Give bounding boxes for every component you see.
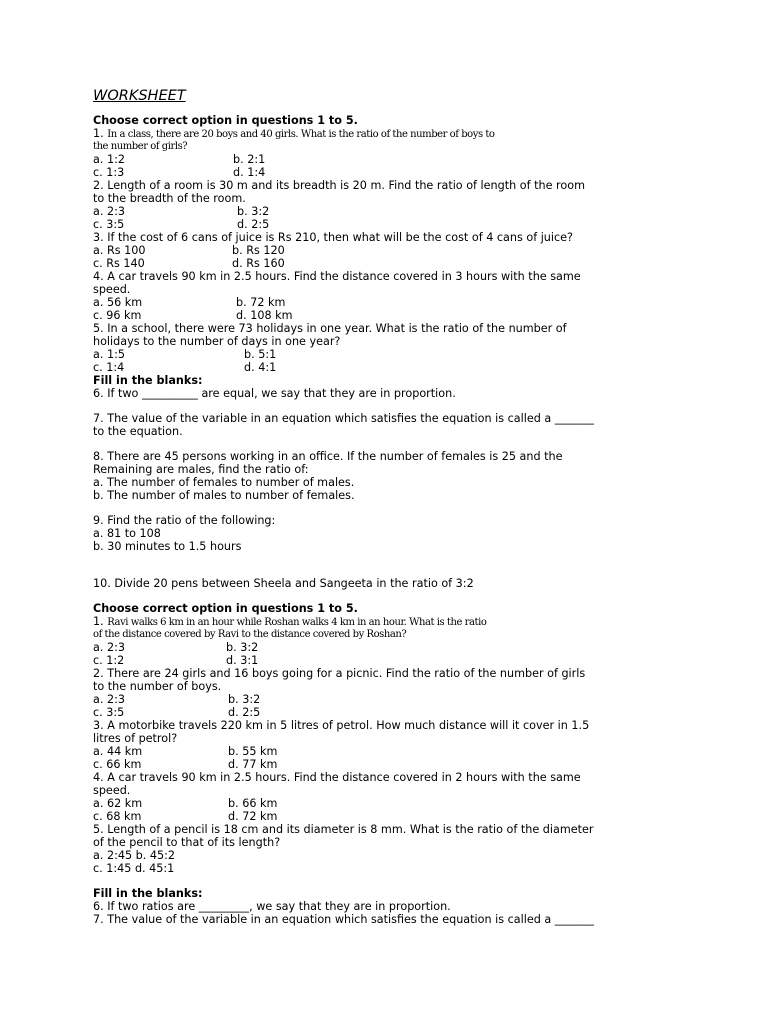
question-text: to the breadth of the room. (93, 192, 246, 205)
question-text: 2. There are 24 girls and 16 boys going for a picnic. Find the ratio of the number of girls (93, 667, 586, 680)
fill-heading: Fill in the blanks: (93, 374, 203, 387)
options-row: a. 56 km b. 72 km (93, 296, 286, 309)
options-row: c. 96 km d. 108 km (93, 309, 293, 322)
question-text: 8. There are 45 persons working in an office. If the number of females is 25 and the (93, 450, 563, 463)
options-row: a. Rs 100 b. Rs 120 (93, 244, 285, 257)
section-1-heading: Choose correct option in questions 1 to 5. (93, 114, 358, 127)
options-row: c. 1:4 d. 4:1 (93, 361, 277, 374)
options-row: c. 66 km d. 77 km (93, 758, 278, 771)
options-row: a. 44 km b. 55 km (93, 745, 278, 758)
question-text: 3. A motorbike travels 220 km in 5 litres of petrol. How much distance will it cover in 1.5 (93, 719, 590, 732)
question-text: speed. (93, 283, 131, 296)
question-text: of the pencil to that of its length? (93, 836, 281, 849)
options-row: c. Rs 140 d. Rs 160 (93, 257, 285, 270)
question-text: b. The number of males to number of females. (93, 489, 355, 502)
question-text: of the distance covered by Ravi to the distance covered by Roshan? (93, 629, 407, 640)
options-row: c. 3:5 d. 2:5 (93, 218, 270, 231)
question-text: 1. Ravi walks 6 km in an hour while Roshan walks 4 km in an hour. What is the ratio (93, 615, 487, 628)
options-row: c. 1:3 d. 1:4 (93, 166, 266, 179)
options-row: a. 1:2 b. 2:1 (93, 153, 266, 166)
section-1 (93, 114, 653, 374)
options-row: c. 68 km d. 72 km (93, 810, 278, 823)
fill-in-blanks-1 (93, 374, 653, 602)
question-text: a. The number of females to number of males. (93, 476, 355, 489)
question-text: 10. Divide 20 pens between Sheela and Sangeeta in the ratio of 3:2 (93, 577, 474, 590)
fill-heading: Fill in the blanks: (93, 887, 203, 900)
options-row: a. 2:3 b. 3:2 (93, 693, 261, 706)
question-text: 6. If two __________ are equal, we say that they are in proportion. (93, 387, 456, 400)
options-row: a. 2:45 b. 45:2 (93, 849, 175, 862)
question-text: 4. A car travels 90 km in 2.5 hours. Find the distance covered in 2 hours with the same (93, 771, 581, 784)
question-text: holidays to the number of days in one year? (93, 335, 341, 348)
options-row: a. 62 km b. 66 km (93, 797, 278, 810)
worksheet (93, 87, 653, 926)
question-text: 7. The value of the variable in an equation which satisfies the equation is called a _______ (93, 913, 594, 926)
question-text: 1. In a class, there are 20 boys and 40 girls. What is the ratio of the number of boys to (93, 127, 495, 140)
worksheet-title: WORKSHEET (93, 88, 186, 104)
fill-in-blanks-2 (93, 887, 653, 926)
question-text: 7. The value of the variable in an equation which satisfies the equation is called a _______ (93, 412, 594, 425)
options-row: c. 1:45 d. 45:1 (93, 862, 175, 875)
question-text: 9. Find the ratio of the following: (93, 514, 276, 527)
question-text: 5. Length of a pencil is 18 cm and its diameter is 8 mm. What is the ratio of the diameter (93, 823, 594, 836)
options-row: a. 2:3 b. 3:2 (93, 205, 270, 218)
question-text: b. 30 minutes to 1.5 hours (93, 540, 242, 553)
question-text: speed. (93, 784, 131, 797)
question-text: 2. Length of a room is 30 m and its breadth is 20 m. Find the ratio of length of the room (93, 179, 585, 192)
question-text: litres of petrol? (93, 732, 178, 745)
question-text: the number of girls? (93, 141, 188, 152)
question-text: 4. A car travels 90 km in 2.5 hours. Find the distance covered in 3 hours with the same (93, 270, 581, 283)
options-row: a. 2:3 b. 3:2 (93, 641, 259, 654)
question-text: 6. If two ratios are _________, we say that they are in proportion. (93, 900, 451, 913)
question-text: 3. If the cost of 6 cans of juice is Rs 210, then what will be the cost of 4 cans of juice? (93, 231, 573, 244)
section-2-heading: Choose correct option in questions 1 to 5. (93, 602, 358, 615)
options-row: c. 1:2 d. 3:1 (93, 654, 259, 667)
question-text: a. 81 to 108 (93, 527, 161, 540)
options-row: a. 1:5 b. 5:1 (93, 348, 277, 361)
question-text: to the number of boys. (93, 680, 222, 693)
question-text: 5. In a school, there were 73 holidays in one year. What is the ratio of the number of (93, 322, 567, 335)
section-2 (93, 602, 653, 887)
question-text: to the equation. (93, 425, 183, 438)
options-row: c. 3:5 d. 2:5 (93, 706, 261, 719)
question-text: Remaining are males, find the ratio of: (93, 463, 309, 476)
